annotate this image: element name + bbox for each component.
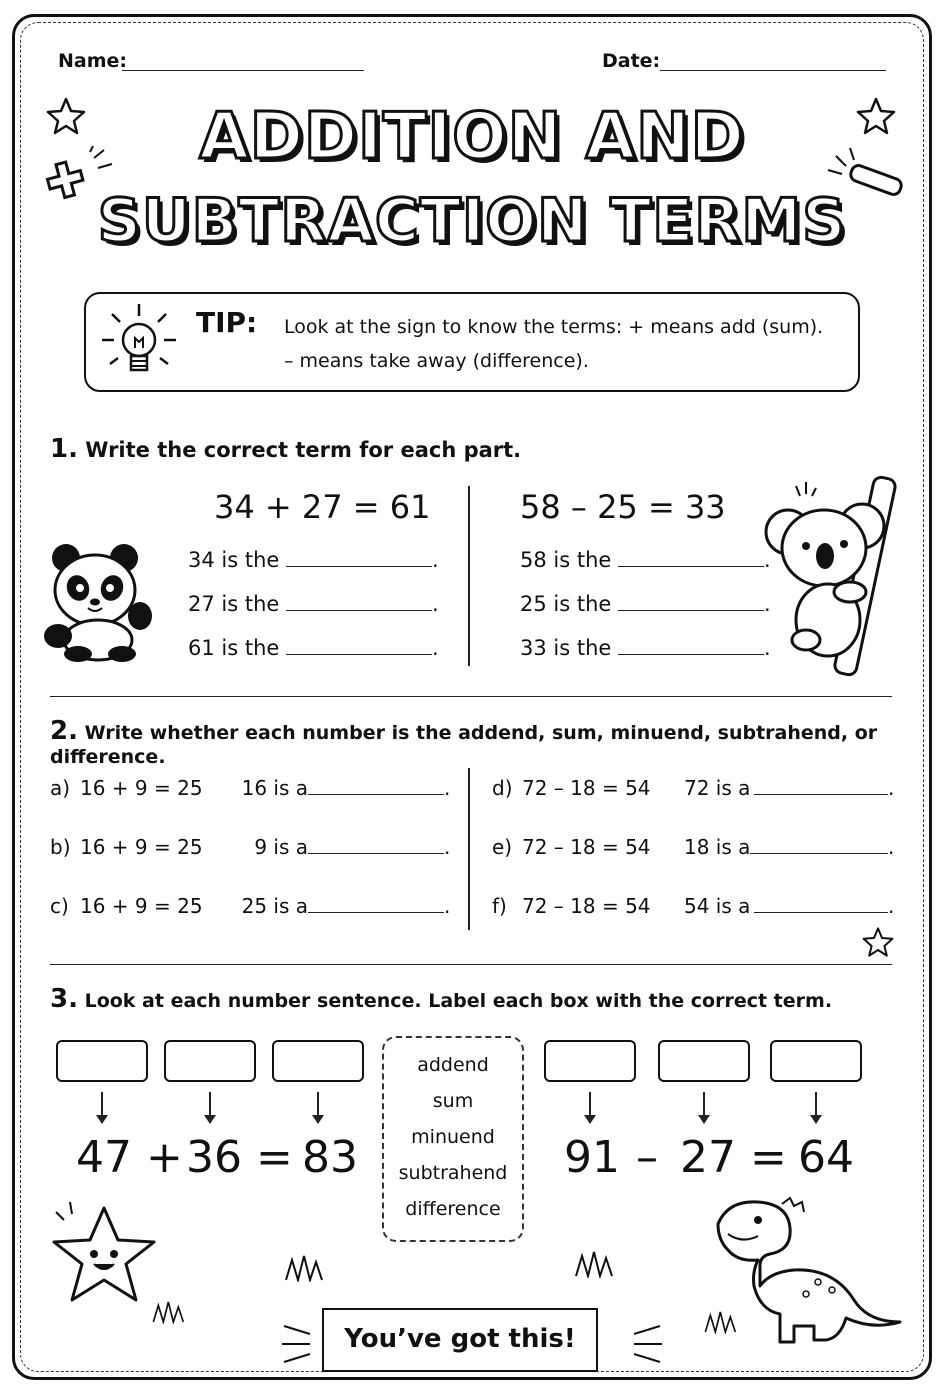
- q2-prompt: 25 is a: [241, 894, 308, 918]
- answer-blank[interactable]: [308, 853, 444, 854]
- q3-left-term: 36: [186, 1132, 242, 1183]
- answer-blank[interactable]: [754, 794, 888, 795]
- word-bank-item: minuend: [411, 1126, 495, 1148]
- arrow-icon: [815, 1092, 817, 1122]
- answer-blank[interactable]: [618, 566, 764, 567]
- label-box[interactable]: [164, 1040, 256, 1082]
- grass-icon: [702, 1310, 742, 1334]
- q2-number: 2.: [50, 716, 78, 746]
- answer-blank[interactable]: [286, 566, 432, 567]
- answer-blank[interactable]: [286, 610, 432, 611]
- q3-right-sign: =: [750, 1132, 787, 1183]
- q2-heading: [50, 716, 944, 768]
- q1-left-equation: 34 + 27 = 61: [214, 488, 431, 526]
- q2-letter: b): [50, 835, 71, 859]
- q3-number: 3.: [50, 984, 78, 1014]
- q2-answer-line: .: [754, 894, 894, 918]
- q2-prompt: 72 is a: [684, 776, 751, 800]
- q2-prompt: 9 is a: [254, 835, 308, 859]
- q2-equation: 16 + 9 = 25: [80, 835, 203, 859]
- answer-blank[interactable]: [286, 654, 432, 655]
- q2-equation: 72 – 18 = 54: [522, 894, 651, 918]
- q2-divider: [468, 768, 470, 930]
- label-box[interactable]: [272, 1040, 364, 1082]
- section-divider: [50, 964, 892, 965]
- q2-letter: d): [492, 776, 513, 800]
- q2-equation: 16 + 9 = 25: [80, 894, 203, 918]
- q3-right-term: 91: [564, 1132, 620, 1183]
- q2-equation: 72 – 18 = 54: [522, 835, 651, 859]
- q2-answer-line: .: [750, 835, 894, 859]
- q1-left-row: 34 is the .: [188, 548, 439, 572]
- q2-letter: f): [492, 894, 507, 918]
- panda-icon: [38, 536, 164, 662]
- q2-answer-line: .: [308, 776, 450, 800]
- q3-right-term: 27: [680, 1132, 736, 1183]
- row-prompt: 33 is the: [520, 636, 612, 660]
- q2-equation: 16 + 9 = 25: [80, 776, 203, 800]
- title-line-1: ADDITION AND: [199, 100, 745, 174]
- q2-answer-line: .: [754, 776, 894, 800]
- lightbulb-icon: [98, 298, 180, 386]
- q1-instruction: Write the correct term for each part.: [85, 438, 522, 462]
- name-label: Name:: [58, 50, 128, 72]
- q2-instruction: Write whether each number is the addend, sum, minuend, subtrahend, or difference.: [50, 722, 878, 768]
- answer-blank[interactable]: [618, 654, 764, 655]
- q3-left-term: 47: [76, 1132, 132, 1183]
- q1-left-row: 27 is the .: [188, 592, 439, 616]
- q2-letter: c): [50, 894, 69, 918]
- q2-equation: 72 – 18 = 54: [522, 776, 651, 800]
- q1-number: 1.: [50, 434, 78, 464]
- answer-blank[interactable]: [618, 610, 764, 611]
- q3-left-sign: =: [256, 1132, 293, 1183]
- star-icon: [862, 926, 894, 958]
- q2-prompt: 16 is a: [241, 776, 308, 800]
- tip-text-line-2: – means take away (difference).: [284, 350, 589, 372]
- arrow-icon: [589, 1092, 591, 1122]
- koala-icon: [762, 470, 914, 680]
- smiling-star-icon: [42, 1196, 166, 1312]
- q3-right-sign: –: [636, 1132, 658, 1183]
- title-line-2: SUBTRACTION TERMS: [97, 186, 847, 256]
- grass-icon: [282, 1254, 330, 1282]
- q2-letter: e): [492, 835, 513, 859]
- answer-blank[interactable]: [750, 853, 888, 854]
- q1-right-row: 33 is the .: [520, 636, 771, 660]
- q2-prompt: 18 is a: [684, 835, 751, 859]
- q1-right-row: 25 is the .: [520, 592, 771, 616]
- tip-label: TIP:: [196, 306, 258, 339]
- grass-icon: [572, 1250, 620, 1278]
- q1-right-row: 58 is the .: [520, 548, 771, 572]
- date-label: Date:: [602, 50, 661, 72]
- row-prompt: 61 is the: [188, 636, 280, 660]
- word-bank-item: sum: [432, 1090, 474, 1112]
- grass-icon: [150, 1300, 190, 1324]
- row-prompt: 25 is the: [520, 592, 612, 616]
- q3-heading: [50, 984, 832, 1014]
- section-divider: [50, 696, 892, 697]
- label-box[interactable]: [544, 1040, 636, 1082]
- row-prompt: 58 is the: [520, 548, 612, 572]
- q1-heading: [50, 434, 521, 464]
- q2-prompt: 54 is a: [684, 894, 751, 918]
- answer-blank[interactable]: [308, 912, 444, 913]
- q1-left-row: 61 is the .: [188, 636, 439, 660]
- arrow-icon: [317, 1092, 319, 1122]
- label-box[interactable]: [770, 1040, 862, 1082]
- name-field[interactable]: [122, 70, 364, 71]
- row-prompt: 27 is the: [188, 592, 280, 616]
- label-box[interactable]: [658, 1040, 750, 1082]
- word-bank-item: difference: [405, 1198, 501, 1220]
- arrow-icon: [703, 1092, 705, 1122]
- label-box[interactable]: [56, 1040, 148, 1082]
- answer-blank[interactable]: [308, 794, 444, 795]
- q2-answer-line: .: [308, 894, 450, 918]
- arrow-icon: [209, 1092, 211, 1122]
- tip-text-line-1: Look at the sign to know the terms: + means add (sum).: [284, 316, 824, 338]
- word-bank-item: addend: [417, 1054, 489, 1076]
- date-field[interactable]: [660, 70, 886, 71]
- q1-right-equation: 58 – 25 = 33: [520, 488, 726, 526]
- q3-left-term: 83: [302, 1132, 358, 1183]
- q1-divider: [468, 486, 470, 666]
- q3-instruction: Look at each number sentence. Label each box with the correct term.: [84, 990, 833, 1012]
- q2-answer-line: .: [308, 835, 450, 859]
- q3-right-term: 64: [798, 1132, 854, 1183]
- banner-text: You’ve got this!: [344, 1324, 576, 1354]
- arrow-icon: [101, 1092, 103, 1122]
- row-prompt: 34 is the: [188, 548, 280, 572]
- answer-blank[interactable]: [754, 912, 888, 913]
- word-bank-item: subtrahend: [398, 1162, 508, 1184]
- q2-letter: a): [50, 776, 71, 800]
- q3-left-sign: +: [146, 1132, 183, 1183]
